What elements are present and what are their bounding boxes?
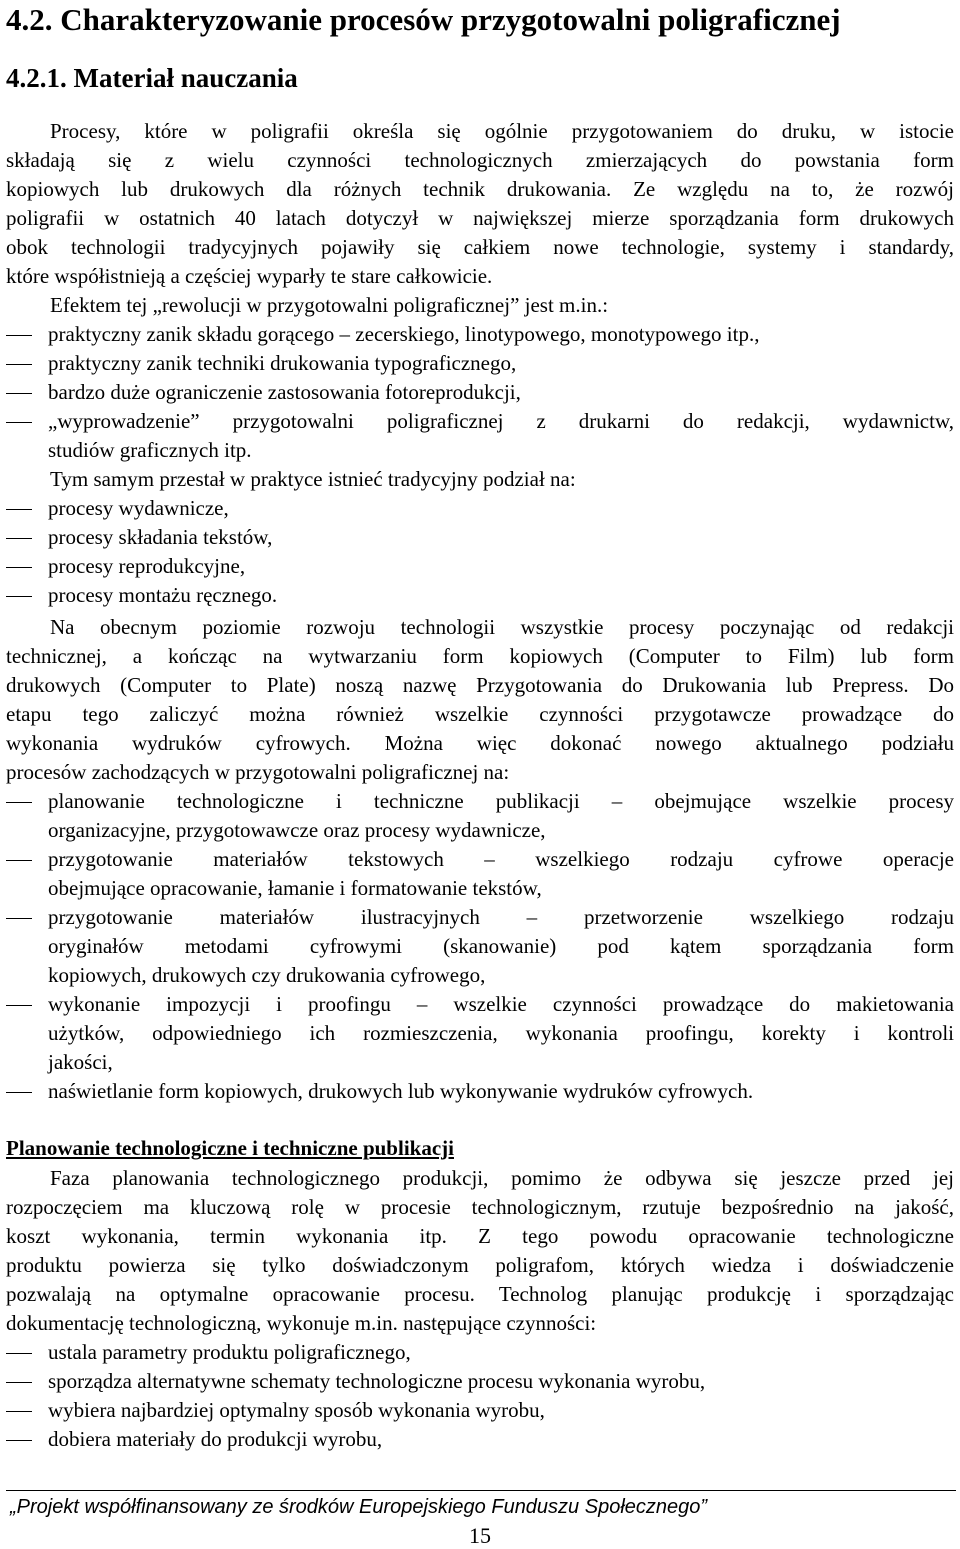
- list-item: bardzo duże ograniczenie zastosowania fotoreprodukcji,: [48, 380, 521, 404]
- dash-bullet: [6, 596, 32, 597]
- list-item: wykonanie impozycji i proofingu – wszelkie czynności prowadzące do makietowania: [48, 992, 954, 1016]
- paragraph-line: pozwalają na optymalne opracowanie procesu. Technolog planując produkcję i sporządzając: [6, 1282, 954, 1306]
- list-item: przygotowanie materiałów ilustracyjnych – przetworzenie wszelkiego rodzaju: [48, 905, 954, 929]
- list-item: kopiowych, drukowych czy drukowania cyfrowego,: [48, 963, 486, 987]
- list-item: przygotowanie materiałów tekstowych – wszelkiego rodzaju cyfrowe operacje: [48, 847, 954, 871]
- dash-bullet: [6, 1005, 32, 1006]
- paragraph-line: składają się z wielu czynności technologicznych zmierzających do powstania form: [6, 148, 954, 172]
- dash-bullet: [6, 918, 32, 919]
- dash-bullet: [6, 1440, 32, 1441]
- dash-bullet: [6, 509, 32, 510]
- dash-bullet: [6, 1411, 32, 1412]
- dash-bullet: [6, 1382, 32, 1383]
- dash-bullet: [6, 1092, 32, 1093]
- dash-bullet: [6, 860, 32, 861]
- list-item: procesy montażu ręcznego.: [48, 583, 278, 607]
- paragraph-line: które współistnieją a częściej wyparły te stare całkowicie.: [6, 264, 493, 288]
- paragraph-line: wykonania wydruków cyfrowych. Można więc dokonać nowego aktualnego podziału: [6, 731, 954, 755]
- list-item: dobiera materiały do produkcji wyrobu,: [48, 1427, 383, 1451]
- list-item: sporządza alternatywne schematy technologiczne procesu wykonania wyrobu,: [48, 1369, 706, 1393]
- paragraph-line: koszt wykonania, termin wykonania itp. Z tego powodu opracowanie technologiczne: [6, 1224, 954, 1248]
- paragraph-line: kopiowych lub drukowych dla różnych technik drukowania. Ze względu na to, że rozwój: [6, 177, 954, 201]
- list-item: praktyczny zanik techniki drukowania typograficznego,: [48, 351, 517, 375]
- list-item: naświetlanie form kopiowych, drukowych lub wykonywanie wydruków cyfrowych.: [48, 1079, 754, 1103]
- paragraph-line: Na obecnym poziomie rozwoju technologii wszystkie procesy poczynając od redakcji: [50, 615, 954, 639]
- list-item: jakości,: [48, 1050, 113, 1074]
- paragraph-line: obok technologii tradycyjnych pojawiły się całkiem nowe technologie, systemy i standardy,: [6, 235, 954, 259]
- paragraph-line: Efektem tej „rewolucji w przygotowalni poligraficznej” jest m.in.:: [50, 293, 609, 317]
- list-item: studiów graficznych itp.: [48, 438, 252, 462]
- dash-bullet: [6, 538, 32, 539]
- paragraph-line: produktu powierza się tylko doświadczonym poligrafom, których wiedza i doświadczenie: [6, 1253, 954, 1277]
- paragraph-line: technicznej, a kończąc na wytwarzaniu form kopiowych (Computer to Film) lub form: [6, 644, 954, 668]
- page-number: 15: [469, 1523, 491, 1548]
- paragraph-line: poligrafii w ostatnich 40 latach dotyczył w największej mierze sporządzania form drukowych: [6, 206, 954, 230]
- paragraph-line: etapu tego zaliczyć można również wszelkie czynności przygotawcze prowadzące do: [6, 702, 954, 726]
- list-item: organizacyjne, przygotowawcze oraz procesy wydawnicze,: [48, 818, 546, 842]
- list-item: ustala parametry produktu poligraficznego,: [48, 1340, 411, 1364]
- dash-bullet: [6, 1353, 32, 1354]
- list-item: obejmujące opracowanie, łamanie i formatowanie tekstów,: [48, 876, 542, 900]
- dash-bullet: [6, 567, 32, 568]
- paragraph-line: Faza planowania technologicznego produkcji, pomimo że odbywa się jeszcze przed jej: [50, 1166, 954, 1190]
- section-subheading: Planowanie technologiczne i techniczne publikacji: [6, 1136, 454, 1160]
- footer-note: „Projekt współfinansowany ze środków Europejskiego Funduszu Społecznego”: [10, 1496, 708, 1518]
- paragraph-line: Procesy, które w poligrafii określa się ogólnie przygotowaniem do druku, w istocie: [50, 119, 954, 143]
- list-item: procesy reprodukcyjne,: [48, 554, 246, 578]
- list-item: procesy składania tekstów,: [48, 525, 273, 549]
- list-item: wybiera najbardziej optymalny sposób wykonania wyrobu,: [48, 1398, 545, 1422]
- paragraph-line: procesów zachodzących w przygotowalni poligraficznej na:: [6, 760, 510, 784]
- list-item: użytków, odpowiedniego ich rozmieszczenia, wykonania proofingu, korekty i kontroli: [48, 1021, 954, 1045]
- paragraph-line: rozpoczęciem ma kluczową rolę w procesie technologicznym, rzutuje bezpośrednio na jakość,: [6, 1195, 954, 1219]
- paragraph-line: dokumentację technologiczną, wykonuje m.in. następujące czynności:: [6, 1311, 597, 1335]
- dash-bullet: [6, 335, 32, 336]
- list-item: oryginałów metodami cyfrowymi (skanowanie) pod kątem sporządzania form: [48, 934, 954, 958]
- dash-bullet: [6, 802, 32, 803]
- dash-bullet: [6, 393, 32, 394]
- list-item: praktyczny zanik składu gorącego – zecerskiego, linotypowego, monotypowego itp.,: [48, 322, 760, 346]
- list-item: procesy wydawnicze,: [48, 496, 229, 520]
- list-item: planowanie technologiczne i techniczne publikacji – obejmujące wszelkie procesy: [48, 789, 954, 813]
- paragraph-line: Tym samym przestał w praktyce istnieć tradycyjny podział na:: [50, 467, 576, 491]
- section-heading: 4.2. Charakteryzowanie procesów przygotowalni poligraficznej: [6, 2, 841, 37]
- footer-divider: [6, 1490, 956, 1491]
- dash-bullet: [6, 364, 32, 365]
- subsection-heading: 4.2.1. Materiał nauczania: [6, 63, 298, 93]
- paragraph-line: drukowych (Computer to Plate) noszą nazwę Przygotowania do Drukowania lub Prepress. Do: [6, 673, 954, 697]
- list-item: „wyprowadzenie” przygotowalni poligraficznej z drukarni do redakcji, wydawnictw,: [48, 409, 954, 433]
- dash-bullet: [6, 422, 32, 423]
